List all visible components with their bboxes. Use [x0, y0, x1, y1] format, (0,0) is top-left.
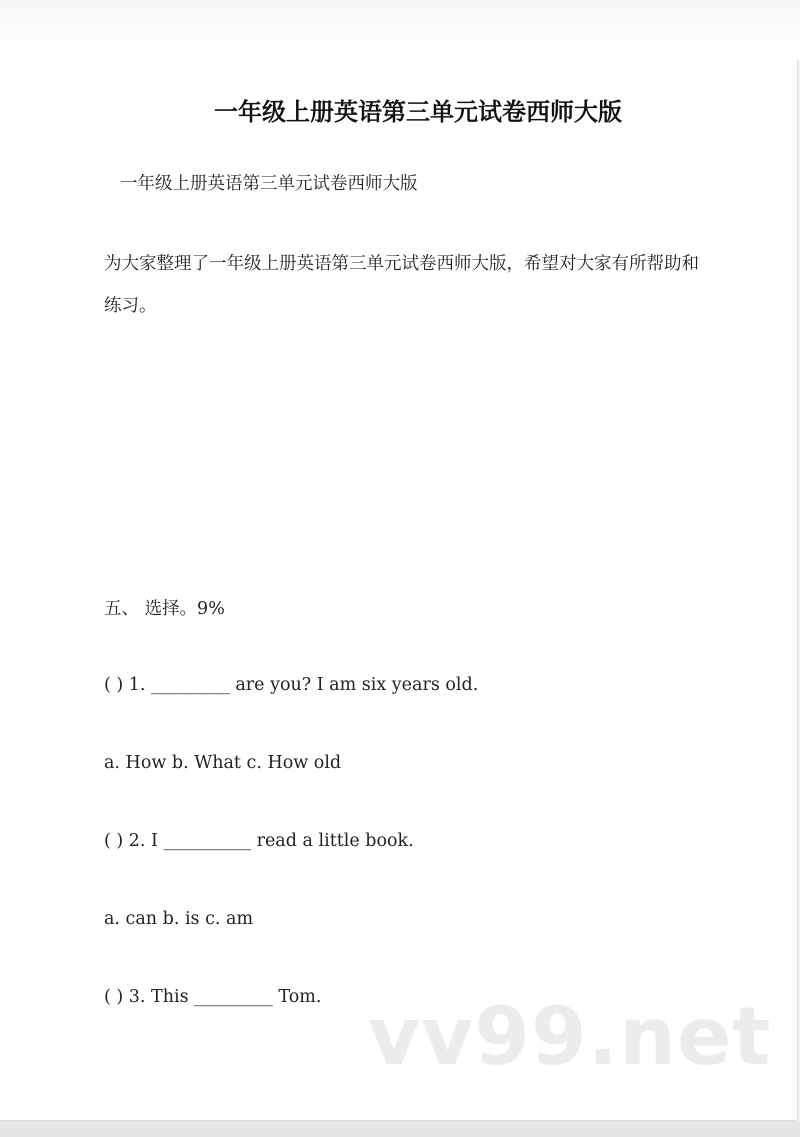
page-bottom-edge — [0, 1121, 800, 1137]
intro-paragraph: 为大家整理了一年级上册英语第三单元试卷西师大版，希望对大家有所帮助和练习。 — [104, 254, 699, 316]
question-3: ( ) 3. This _________ Tom. — [104, 987, 322, 1007]
section-heading: 五、 选择。9% — [104, 599, 225, 619]
page-top-shade — [0, 0, 800, 60]
watermark: vv99.net — [368, 990, 772, 1083]
question-2: ( ) 2. I __________ read a little book. — [104, 831, 414, 851]
question-1: ( ) 1. _________ are you? I am six years old. — [104, 675, 479, 695]
question-1-options: a. How b. What c. How old — [104, 753, 342, 773]
document-title: 一年级上册英语第三单元试卷西师大版 — [214, 98, 622, 126]
document-subtitle: 一年级上册英语第三单元试卷西师大版 — [120, 174, 418, 194]
question-2-options: a. can b. is c. am — [104, 909, 254, 929]
